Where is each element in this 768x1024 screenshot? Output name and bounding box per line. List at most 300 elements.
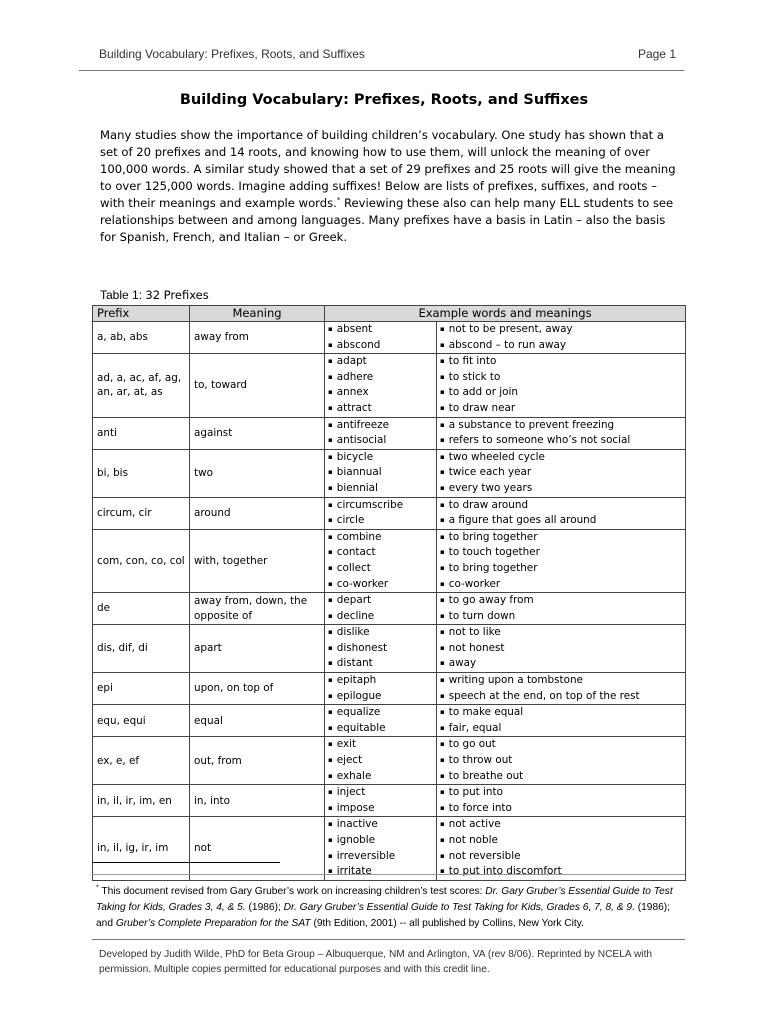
example-word-text: combine — [336, 530, 382, 543]
bullet-icon: ▪ — [328, 403, 333, 412]
footnote-mark: * — [96, 884, 99, 892]
example-words-cell — [325, 785, 437, 817]
example-meaning-item — [440, 545, 682, 561]
example-meaning-text: speech at the end, on top of the rest — [448, 689, 640, 702]
table-row — [93, 817, 686, 880]
footnote-reference-mark: * — [336, 196, 341, 205]
meaning-cell: equal — [190, 705, 325, 737]
meaning-cell: with, together — [190, 529, 325, 592]
table-row — [93, 737, 686, 785]
example-meaning-item — [440, 577, 682, 593]
footnote-text-3: (1986); and — [96, 902, 671, 929]
example-meaning-item — [440, 513, 682, 529]
example-word-text: adapt — [336, 355, 367, 368]
example-word-item — [328, 465, 433, 481]
column-header-prefix: Prefix — [93, 306, 190, 322]
example-word-text: annex — [336, 386, 369, 399]
bullet-icon: ▪ — [328, 708, 333, 717]
example-meaning-item — [440, 833, 682, 849]
example-word-text: absent — [336, 323, 373, 335]
example-meaning-text: to fit into — [448, 355, 497, 368]
example-meaning-item — [440, 498, 682, 514]
table-caption-name: 32 Prefixes — [145, 288, 209, 302]
example-meaning-text: not to be present, away — [448, 323, 573, 335]
bullet-icon: ▪ — [328, 723, 333, 732]
example-word-item — [328, 609, 433, 625]
meaning-cell: against — [190, 417, 325, 449]
bullet-icon: ▪ — [440, 388, 445, 397]
example-meaning-text: to put into — [448, 786, 503, 799]
bullet-icon: ▪ — [328, 803, 333, 812]
bullet-icon: ▪ — [440, 867, 445, 876]
bullet-icon: ▪ — [440, 611, 445, 620]
meaning-cell: in, into — [190, 785, 325, 817]
bullet-icon: ▪ — [440, 771, 445, 780]
example-word-item — [328, 689, 433, 705]
page-footer: Developed by Judith Wilde, PhD for Beta Group – Albuquerque, NM and Arlington, VA (rev 8/06). Reprinted by NCELA with permission. Multiple copies permitted for educational purposes and with this credit line. — [99, 949, 653, 975]
example-words-cell — [325, 673, 437, 705]
footnote-book-title-2: Dr. Gary Gruber’s Essential Guide to Test Taking for Kids, Grades 6, 7, 8, & 9. — [283, 902, 635, 913]
example-word-text: depart — [336, 594, 372, 607]
example-meaning-item — [440, 689, 682, 705]
example-word-text: biennial — [336, 481, 378, 494]
bullet-icon: ▪ — [440, 820, 445, 829]
table-row — [93, 673, 686, 705]
example-word-item — [328, 401, 433, 417]
prefixes-table — [92, 305, 686, 881]
example-word-text: dishonest — [336, 641, 388, 654]
example-word-item — [328, 385, 433, 401]
example-words-cell — [325, 449, 437, 497]
example-word-text: irreversible — [336, 849, 396, 862]
bullet-icon: ▪ — [440, 723, 445, 732]
example-meaning-item — [440, 737, 682, 753]
example-word-text: circumscribe — [336, 498, 404, 511]
example-word-item — [328, 673, 433, 689]
example-word-item — [328, 450, 433, 466]
bullet-icon: ▪ — [328, 388, 333, 397]
intro-paragraph — [100, 127, 680, 246]
bullet-icon: ▪ — [440, 452, 445, 461]
column-header-examples: Example words and meanings — [325, 306, 686, 322]
example-meanings-cell — [437, 705, 686, 737]
example-meaning-item — [440, 625, 682, 641]
example-meaning-text: twice each year — [448, 466, 532, 479]
example-word-item — [328, 801, 433, 817]
example-meaning-text: to throw out — [448, 754, 513, 767]
prefix-cell: in, il, ir, im, en — [93, 785, 190, 817]
footnote-text-4: (9th Edition, 2001) -- all published by Collins, New York City. — [310, 918, 584, 929]
example-word-text: contact — [336, 546, 376, 559]
example-word-item — [328, 721, 433, 737]
example-meaning-item — [440, 354, 682, 370]
bullet-icon: ▪ — [440, 851, 445, 860]
bullet-icon: ▪ — [328, 867, 333, 876]
example-meaning-text: to put into discomfort — [448, 865, 562, 878]
table-row — [93, 417, 686, 449]
example-meaning-item — [440, 418, 682, 434]
table-row — [93, 705, 686, 737]
example-meaning-item — [440, 370, 682, 386]
example-word-item — [328, 561, 433, 577]
example-meaning-text: to breathe out — [448, 769, 524, 782]
footnote-book-title-1: Dr. Gary Gruber’s Essential Guide to Test Taking for Kids, Grades 3, 4, & 5. — [96, 886, 673, 913]
bullet-icon: ▪ — [328, 340, 333, 349]
example-meaning-text: to make equal — [448, 706, 524, 719]
meaning-cell: out, from — [190, 737, 325, 785]
example-word-item — [328, 530, 433, 546]
example-words-cell — [325, 354, 437, 417]
bullet-icon: ▪ — [440, 500, 445, 509]
prefix-cell: dis, dif, di — [93, 625, 190, 673]
footnote-text-1: This document revised from Gary Gruber’s work on increasing children’s test scores: — [98, 886, 486, 897]
example-meaning-item — [440, 641, 682, 657]
example-word-text: eject — [336, 754, 363, 767]
prefix-cell: ex, e, ef — [93, 737, 190, 785]
example-words-cell — [325, 737, 437, 785]
example-meaning-text: not active — [448, 818, 501, 831]
table-body — [93, 322, 686, 881]
example-word-text: epilogue — [336, 689, 382, 702]
example-meaning-item — [440, 656, 682, 672]
bullet-icon: ▪ — [440, 532, 445, 541]
example-meaning-item — [440, 450, 682, 466]
example-word-item — [328, 418, 433, 434]
footnote-rule — [92, 874, 685, 875]
bullet-icon: ▪ — [328, 659, 333, 668]
table-row — [93, 593, 686, 625]
table-caption-label: Table 1: — [100, 288, 143, 302]
bullet-icon: ▪ — [328, 500, 333, 509]
example-word-item — [328, 785, 433, 801]
example-meaning-item — [440, 849, 682, 865]
bullet-icon: ▪ — [440, 628, 445, 637]
example-word-item — [328, 833, 433, 849]
footnote-separator — [92, 862, 280, 863]
example-meaning-text: not noble — [448, 834, 498, 846]
example-words-cell — [325, 705, 437, 737]
bullet-icon: ▪ — [328, 483, 333, 492]
bullet-icon: ▪ — [440, 756, 445, 765]
example-meaning-text: refers to someone who’s not social — [448, 434, 631, 447]
meaning-cell: two — [190, 449, 325, 497]
example-meaning-text: not to like — [448, 626, 501, 639]
bullet-icon: ▪ — [328, 579, 333, 588]
bullet-icon: ▪ — [440, 740, 445, 749]
example-meaning-item — [440, 561, 682, 577]
example-word-item — [328, 322, 433, 338]
example-meanings-cell — [437, 354, 686, 417]
example-meanings-cell — [437, 817, 686, 880]
example-meanings-cell — [437, 737, 686, 785]
example-word-item — [328, 354, 433, 370]
bullet-icon: ▪ — [328, 452, 333, 461]
example-word-text: distant — [336, 657, 373, 670]
example-meanings-cell — [437, 625, 686, 673]
example-word-item — [328, 433, 433, 449]
footnote — [96, 884, 686, 932]
example-meanings-cell — [437, 785, 686, 817]
table-row — [93, 449, 686, 497]
example-word-text: equalize — [336, 706, 381, 719]
example-meaning-text: to force into — [448, 801, 512, 814]
bullet-icon: ▪ — [440, 516, 445, 525]
bullet-icon: ▪ — [328, 820, 333, 829]
example-word-text: attract — [336, 401, 372, 414]
bullet-icon: ▪ — [328, 771, 333, 780]
example-meaning-text: to go away from — [448, 594, 534, 607]
bullet-icon: ▪ — [440, 468, 445, 477]
bullet-icon: ▪ — [328, 563, 333, 572]
bullet-icon: ▪ — [328, 548, 333, 557]
bullet-icon: ▪ — [440, 691, 445, 700]
example-meaning-text: writing upon a tombstone — [448, 674, 583, 687]
bullet-icon: ▪ — [328, 357, 333, 366]
example-meaning-text: abscond – to run away — [448, 338, 567, 351]
bullet-icon: ▪ — [328, 468, 333, 477]
prefix-cell: bi, bis — [93, 449, 190, 497]
example-word-item — [328, 498, 433, 514]
meaning-cell: apart — [190, 625, 325, 673]
example-meaning-item — [440, 385, 682, 401]
example-word-text: biannual — [336, 466, 382, 479]
bullet-icon: ▪ — [440, 325, 445, 333]
bullet-icon: ▪ — [328, 516, 333, 525]
bullet-icon: ▪ — [328, 851, 333, 860]
example-word-text: irritate — [336, 865, 372, 878]
bullet-icon: ▪ — [328, 532, 333, 541]
bullet-icon: ▪ — [328, 788, 333, 797]
example-meaning-text: to bring together — [448, 530, 538, 543]
example-word-text: decline — [336, 609, 375, 622]
example-word-item — [328, 817, 433, 833]
bullet-icon: ▪ — [440, 659, 445, 668]
bullet-icon: ▪ — [440, 596, 445, 605]
example-meaning-text: away — [448, 657, 477, 670]
bullet-icon: ▪ — [328, 676, 333, 685]
example-meaning-item — [440, 322, 682, 338]
bullet-icon: ▪ — [440, 436, 445, 445]
example-meaning-text: to stick to — [448, 370, 501, 383]
example-meaning-item — [440, 481, 682, 497]
example-meaning-item — [440, 785, 682, 801]
example-word-text: circle — [336, 514, 365, 527]
page-number: Page 1 — [637, 47, 676, 61]
example-meaning-item — [440, 817, 682, 833]
table-row — [93, 625, 686, 673]
example-meaning-item — [440, 721, 682, 737]
bullet-icon: ▪ — [440, 579, 445, 588]
example-word-text: exit — [336, 738, 357, 751]
example-meaning-item — [440, 433, 682, 449]
example-meaning-text: every two years — [448, 481, 533, 494]
example-word-item — [328, 849, 433, 865]
example-word-text: adhere — [336, 370, 374, 383]
prefix-cell: com, con, co, col — [93, 529, 190, 592]
example-word-item — [328, 513, 433, 529]
example-meaning-text: to turn down — [448, 609, 516, 622]
bullet-icon: ▪ — [328, 611, 333, 620]
example-meaning-item — [440, 769, 682, 785]
example-meaning-text: to bring together — [448, 561, 538, 574]
example-meaning-text: co-worker — [448, 577, 501, 590]
example-words-cell — [325, 497, 437, 529]
prefix-cell: de — [93, 593, 190, 625]
document-title: Building Vocabulary: Prefixes, Roots, and Suffixes — [179, 92, 589, 108]
intro-text-part2: Reviewing these also can help many ELL students to see relationships between and among languages. Many prefixes have a basis in Latin – also the basis for Spanish, French, and Italian – or Greek. — [100, 196, 674, 244]
example-meaning-text: to go out — [448, 738, 496, 751]
bullet-icon: ▪ — [440, 372, 445, 381]
example-meaning-item — [440, 338, 682, 354]
example-meanings-cell — [437, 593, 686, 625]
example-meaning-text: a figure that goes all around — [448, 514, 597, 527]
prefix-cell: ad, a, ac, af, ag, an, ar, at, as — [93, 354, 190, 417]
table-row — [93, 322, 686, 354]
example-word-item — [328, 705, 433, 721]
table-caption — [100, 288, 209, 302]
footnote-text-2: (1986); — [245, 902, 284, 913]
bullet-icon: ▪ — [328, 420, 333, 429]
example-meaning-text: to touch together — [448, 546, 540, 559]
example-meaning-item — [440, 530, 682, 546]
example-word-item — [328, 656, 433, 672]
example-meaning-text: to draw near — [448, 401, 516, 414]
bullet-icon: ▪ — [440, 708, 445, 717]
example-meanings-cell — [437, 529, 686, 592]
meaning-cell: not — [190, 817, 325, 880]
example-meaning-text: two wheeled cycle — [448, 450, 545, 463]
example-words-cell — [325, 417, 437, 449]
bullet-icon: ▪ — [440, 420, 445, 429]
example-meanings-cell — [437, 497, 686, 529]
table-row — [93, 529, 686, 592]
example-word-text: impose — [336, 801, 375, 814]
page-header — [79, 40, 684, 71]
example-word-text: epitaph — [336, 674, 377, 687]
intro-text-part1: Many studies show the importance of building children’s vocabulary. One study has shown that a set of 20 prefixes and 14 roots, and knowing how to use them, will unlock the meaning of over 100,000 words. A similar study showed that a set of 29 prefixes and 25 roots will give the meaning to over 125,000 words. Imagine adding suffixes! Below are lists of prefixes, suffixes, and roots – with their meanings and example words. — [100, 128, 676, 210]
example-meaning-item — [440, 609, 682, 625]
meaning-cell: away from — [190, 322, 325, 354]
bullet-icon: ▪ — [440, 676, 445, 685]
example-meaning-text: not reversible — [448, 849, 521, 862]
bullet-icon: ▪ — [328, 836, 333, 844]
bullet-icon: ▪ — [440, 563, 445, 572]
bullet-icon: ▪ — [440, 483, 445, 492]
example-meanings-cell — [437, 449, 686, 497]
example-meaning-item — [440, 593, 682, 609]
bullet-icon: ▪ — [440, 403, 445, 412]
meaning-cell: to, toward — [190, 354, 325, 417]
example-words-cell — [325, 529, 437, 592]
example-word-text: ignoble — [336, 834, 376, 846]
example-word-item — [328, 593, 433, 609]
prefix-cell: circum, cir — [93, 497, 190, 529]
prefix-cell: equ, equi — [93, 705, 190, 737]
example-word-text: abscond — [336, 338, 381, 351]
bullet-icon: ▪ — [328, 325, 333, 333]
example-word-text: antifreeze — [336, 418, 389, 431]
bullet-icon: ▪ — [440, 340, 445, 349]
prefix-cell: a, ab, abs — [93, 322, 190, 354]
example-words-cell — [325, 593, 437, 625]
example-words-cell — [325, 625, 437, 673]
example-word-item — [328, 338, 433, 354]
example-word-item — [328, 753, 433, 769]
example-word-text: dislike — [336, 626, 370, 639]
example-word-text: inject — [336, 786, 366, 799]
example-word-text: inactive — [336, 818, 378, 831]
footnote-book-title-3: Gruber’s Complete Preparation for the SAT — [115, 918, 311, 929]
example-word-text: antisocial — [336, 434, 387, 447]
example-meaning-item — [440, 801, 682, 817]
example-word-item — [328, 864, 433, 880]
example-meaning-text: a substance to prevent freezing — [448, 418, 615, 431]
example-words-cell — [325, 322, 437, 354]
example-meaning-item — [440, 864, 682, 880]
bullet-icon: ▪ — [328, 628, 333, 637]
prefix-cell: in, il, ig, ir, im — [93, 817, 190, 880]
bullet-icon: ▪ — [440, 357, 445, 366]
bullet-icon: ▪ — [328, 596, 333, 605]
header-title: Building Vocabulary: Prefixes, Roots, and Suffixes — [99, 47, 365, 61]
example-meaning-item — [440, 465, 682, 481]
example-word-item — [328, 737, 433, 753]
bullet-icon: ▪ — [328, 436, 333, 445]
example-meaning-text: to add or join — [448, 386, 518, 399]
example-word-text: collect — [336, 561, 371, 574]
example-meaning-text: to draw around — [448, 498, 529, 511]
example-word-item — [328, 481, 433, 497]
bullet-icon: ▪ — [328, 740, 333, 749]
example-word-text: bicycle — [336, 450, 374, 463]
prefix-cell: epi — [93, 673, 190, 705]
footer-separator — [92, 939, 685, 940]
bullet-icon: ▪ — [328, 691, 333, 700]
meaning-cell: away from, down, the opposite of — [190, 593, 325, 625]
example-meaning-item — [440, 753, 682, 769]
example-meanings-cell — [437, 673, 686, 705]
bullet-icon: ▪ — [328, 643, 333, 652]
example-words-cell — [325, 817, 437, 880]
example-word-item — [328, 577, 433, 593]
bullet-icon: ▪ — [440, 548, 445, 557]
example-word-text: co-worker — [336, 577, 389, 590]
example-word-item — [328, 625, 433, 641]
bullet-icon: ▪ — [328, 372, 333, 381]
example-word-item — [328, 370, 433, 386]
bullet-icon: ▪ — [440, 803, 445, 812]
example-meanings-cell — [437, 322, 686, 354]
example-meanings-cell — [437, 417, 686, 449]
example-word-item — [328, 545, 433, 561]
table-header-row — [93, 306, 686, 322]
column-header-meaning: Meaning — [190, 306, 325, 322]
example-word-item — [328, 769, 433, 785]
table-row — [93, 785, 686, 817]
bullet-icon: ▪ — [440, 836, 445, 844]
example-word-item — [328, 641, 433, 657]
example-word-text: exhale — [336, 769, 372, 782]
example-word-text: equitable — [336, 721, 386, 734]
example-meaning-text: not honest — [448, 641, 505, 654]
meaning-cell: upon, on top of — [190, 673, 325, 705]
example-meaning-text: fair, equal — [448, 721, 502, 734]
example-meaning-item — [440, 673, 682, 689]
example-meaning-item — [440, 705, 682, 721]
example-meaning-item — [440, 401, 682, 417]
table-row — [93, 354, 686, 417]
bullet-icon: ▪ — [440, 643, 445, 652]
